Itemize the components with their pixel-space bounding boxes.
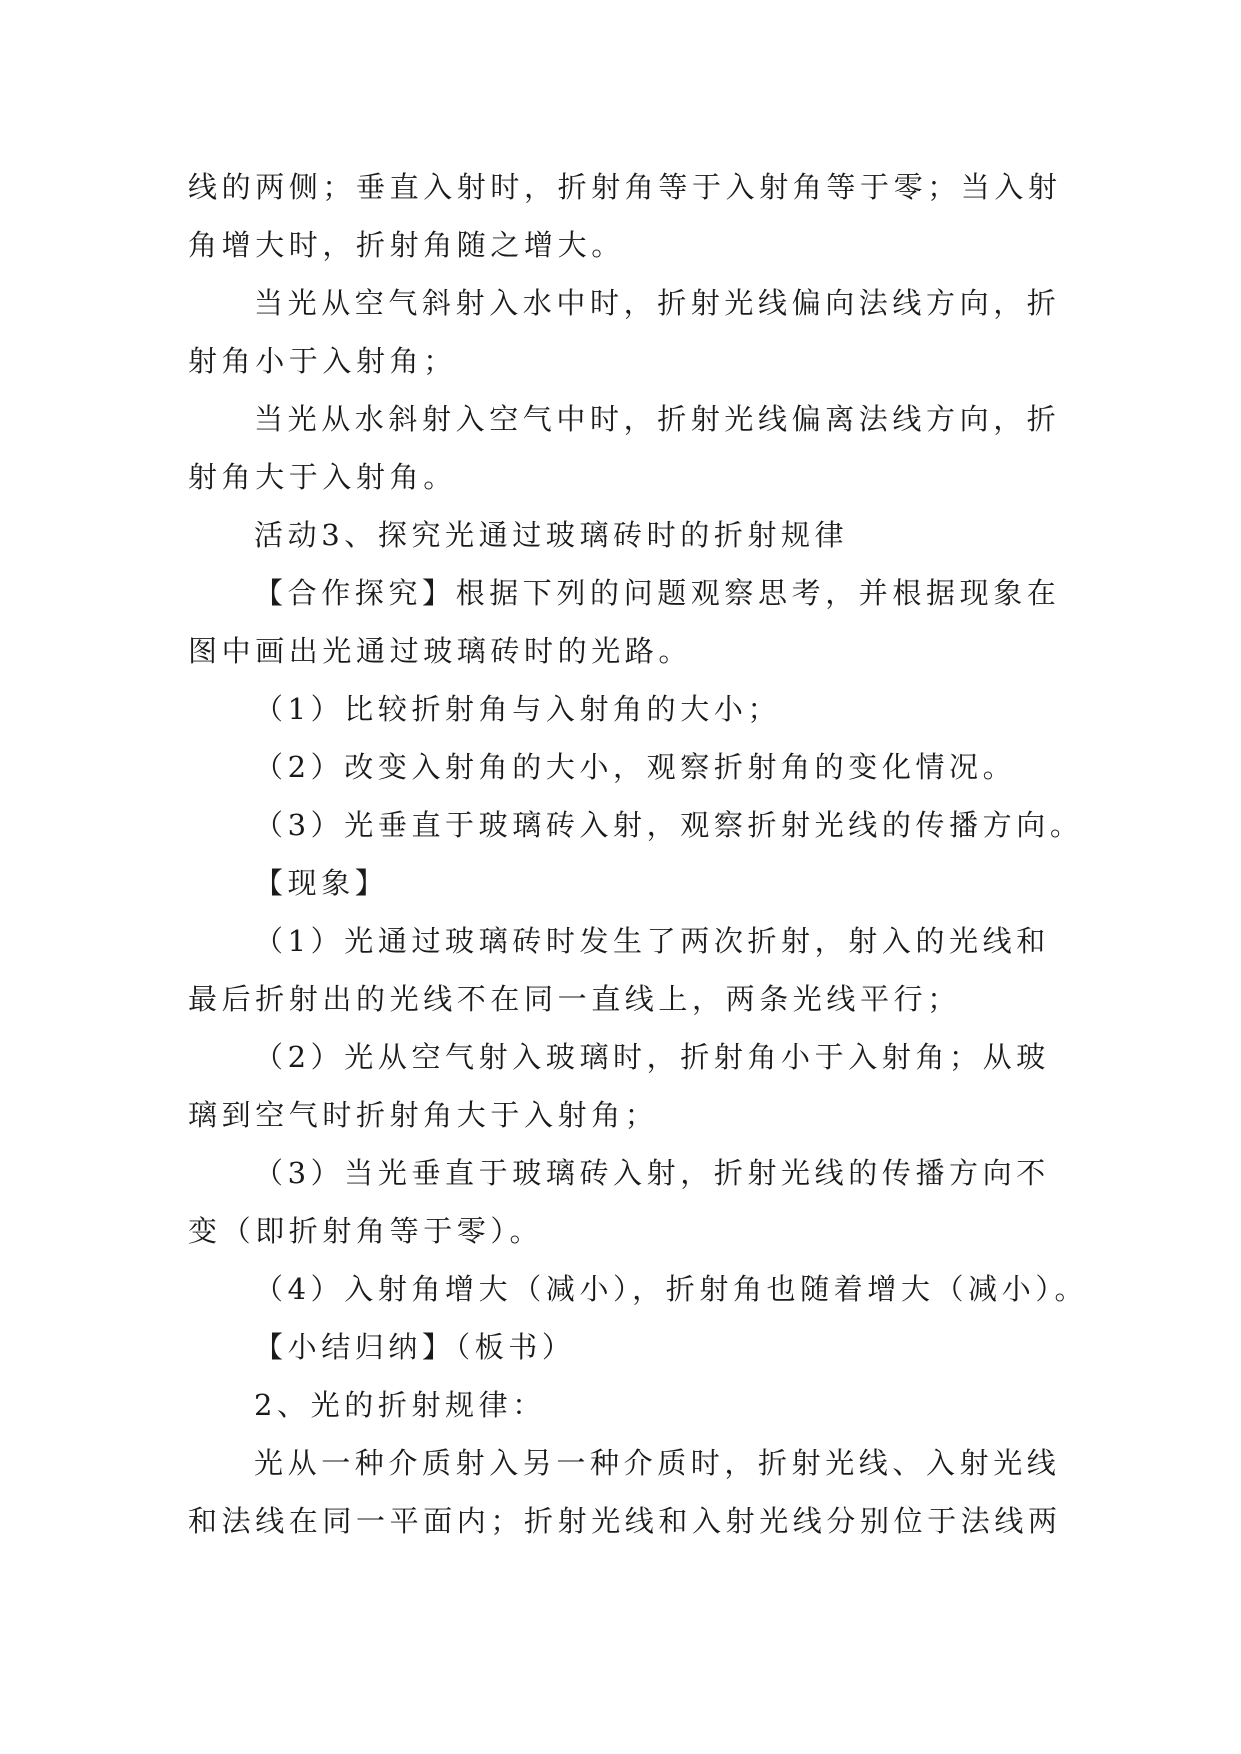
text-line: 射角大于入射角。 bbox=[188, 460, 457, 494]
list-item: （3）当光垂直于玻璃砖入射，折射光线的传播方向不 bbox=[254, 1156, 1050, 1190]
text-line: 最后折射出的光线不在同一直线上，两条光线平行； bbox=[188, 982, 961, 1016]
list-item: （3）光垂直于玻璃砖入射，观察折射光线的传播方向。 bbox=[254, 808, 1084, 842]
text-line: 璃到空气时折射角大于入射角； bbox=[188, 1098, 659, 1132]
list-item: （2）改变入射角的大小，观察折射角的变化情况。 bbox=[254, 750, 1017, 784]
section-heading: 【现象】 bbox=[254, 866, 389, 900]
text-line: 和法线在同一平面内；折射光线和入射光线分别位于法线两 bbox=[188, 1504, 1062, 1538]
text-line: 当光从空气斜射入水中时，折射光线偏向法线方向，折 bbox=[254, 286, 1061, 320]
section-heading: 2、光的折射规律： bbox=[254, 1388, 546, 1422]
section-heading: 活动3、探究光通过玻璃砖时的折射规律 bbox=[254, 518, 849, 552]
text-line: 变（即折射角等于零）。 bbox=[188, 1214, 544, 1248]
list-item: （1）比较折射角与入射角的大小； bbox=[254, 692, 782, 726]
text-line: 当光从水斜射入空气中时，折射光线偏离法线方向，折 bbox=[254, 402, 1061, 436]
text-line: 光从一种介质射入另一种介质时，折射光线、入射光线 bbox=[254, 1446, 1061, 1480]
text-line: 【合作探究】根据下列的问题观察思考，并根据现象在 bbox=[254, 576, 1061, 610]
text-line: 射角小于入射角； bbox=[188, 344, 457, 378]
list-item: （4）入射角增大（减小），折射角也随着增大（减小）。 bbox=[254, 1272, 1089, 1306]
text-line: 角增大时，折射角随之增大。 bbox=[188, 228, 625, 262]
section-heading: 【小结归纳】（板书） bbox=[254, 1330, 576, 1364]
list-item: （2）光从空气射入玻璃时，折射角小于入射角；从玻 bbox=[254, 1040, 1050, 1074]
list-item: （1）光通过玻璃砖时发生了两次折射，射入的光线和 bbox=[254, 924, 1050, 958]
text-line: 线的两侧；垂直入射时，折射角等于入射角等于零；当入射 bbox=[188, 170, 1062, 204]
text-line: 图中画出光通过玻璃砖时的光路。 bbox=[188, 634, 693, 668]
